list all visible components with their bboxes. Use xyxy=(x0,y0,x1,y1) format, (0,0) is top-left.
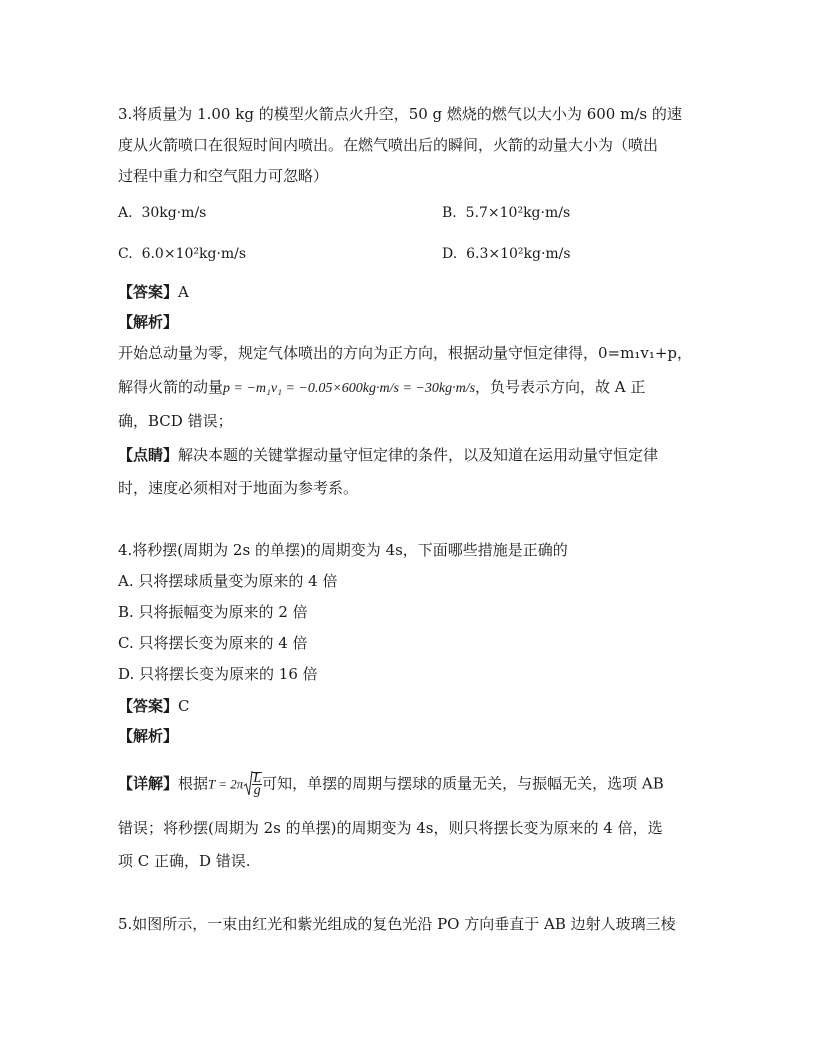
q4-stem: 4.将秒摆(周期为 2s 的单摆)的周期变为 4s，下面哪些措施是正确的 xyxy=(118,541,568,559)
q3-option-a-text: 30kg·m/s xyxy=(141,205,207,221)
q4-answer-value: C xyxy=(178,697,190,715)
q4-detail-tag: 【详解】 xyxy=(118,774,179,793)
q3-option-a-label: A. xyxy=(118,205,133,221)
q4-formula-num: L xyxy=(253,771,262,786)
q4-formula-sqrt xyxy=(243,772,262,797)
q3-analysis-line-2-pre: 解得火箭的动量 xyxy=(118,378,224,396)
q3-stem-line-1: 3.将质量为 1.00 kg 的模型火箭点火升空，50 g 燃烧的燃气以大小为 600 m/s 的速 xyxy=(118,105,682,123)
q4-formula-den: g xyxy=(253,783,261,798)
q4-option-b: B. 只将振幅变为原来的 2 倍 xyxy=(118,603,308,621)
q3-stem-line-2: 度从火箭喷口在很短时间内喷出。在燃气喷出后的瞬间，火箭的动量大小为（喷出 xyxy=(118,136,659,154)
q3-option-a xyxy=(118,203,206,223)
sqrt-sign-icon xyxy=(243,770,253,798)
q3-option-c xyxy=(118,244,246,264)
q3-analysis-line-1: 开始总动量为零，规定气体喷出的方向为正方向，根据动量守恒定律得，0=m₁v₁+p， xyxy=(118,344,693,362)
q3-option-c-text: 6.0×10²kg·m/s xyxy=(141,246,247,262)
q3-analysis-tag: 【解析】 xyxy=(118,313,179,331)
q3-answer-tag: 【答案】 xyxy=(118,283,179,301)
q3-answer-value: A xyxy=(178,283,189,301)
q4-detail-line-1 xyxy=(118,772,664,797)
q3-tip-text: 解决本题的关键掌握动量守恒定律的条件，以及知道在运用动量守恒定律 xyxy=(178,446,659,464)
q3-tip-line-2: 时，速度必须相对于地面为参考系。 xyxy=(118,479,359,497)
q4-answer-tag: 【答案】 xyxy=(118,697,179,715)
q3-analysis-line-3: 确，BCD 错误； xyxy=(118,412,233,430)
q4-formula-fraction xyxy=(252,772,262,797)
q3-analysis-line-2-post: ，负号表示方向，故 A 正 xyxy=(475,378,646,396)
q3-answer xyxy=(118,282,189,302)
q4-detail-pre: 根据 xyxy=(178,774,209,793)
q3-tip-tag: 【点睛】 xyxy=(118,446,179,464)
q3-analysis-formula: p = −m₁v₁ = −0.05×600kg·m/s = −30kg·m/s xyxy=(223,381,476,396)
q3-option-d-text: 6.3×10²kg·m/s xyxy=(466,246,571,262)
q4-formula-lhs: T = 2π xyxy=(208,776,244,792)
q4-detail-line-2: 错误；将秒摆(周期为 2s 的单摆)的周期变为 4s，则只将摆长变为原来的 4 倍，选 xyxy=(118,819,663,837)
q3-option-b-label: B. xyxy=(442,205,457,221)
q4-detail-line-3: 项 C 正确，D 错误. xyxy=(118,852,251,870)
q3-option-c-label: C. xyxy=(118,246,133,262)
q3-tip-line-1 xyxy=(118,445,658,465)
q3-option-b-text: 5.7×10²kg·m/s xyxy=(465,205,571,221)
q4-option-c: C. 只将摆长变为原来的 4 倍 xyxy=(118,634,308,652)
q3-option-d-label: D. xyxy=(442,246,458,262)
q4-answer xyxy=(118,696,190,716)
q4-option-a: A. 只将摆球质量变为原来的 4 倍 xyxy=(118,572,338,590)
q3-stem-line-3: 过程中重力和空气阻力可忽略） xyxy=(118,167,329,185)
q3-option-b xyxy=(442,203,570,223)
q3-option-d xyxy=(442,244,571,264)
q4-detail-post: 可知，单摆的周期与摆球的质量无关，与振幅无关，选项 AB xyxy=(262,774,664,793)
q3-analysis-line-2 xyxy=(118,377,645,399)
q4-option-d: D. 只将摆长变为原来的 16 倍 xyxy=(118,665,318,683)
q4-analysis-tag: 【解析】 xyxy=(118,727,179,745)
q5-stem-line-1: 5.如图所示，一束由红光和紫光组成的复色光沿 PO 方向垂直于 AB 边射人玻璃三棱 xyxy=(118,915,676,933)
